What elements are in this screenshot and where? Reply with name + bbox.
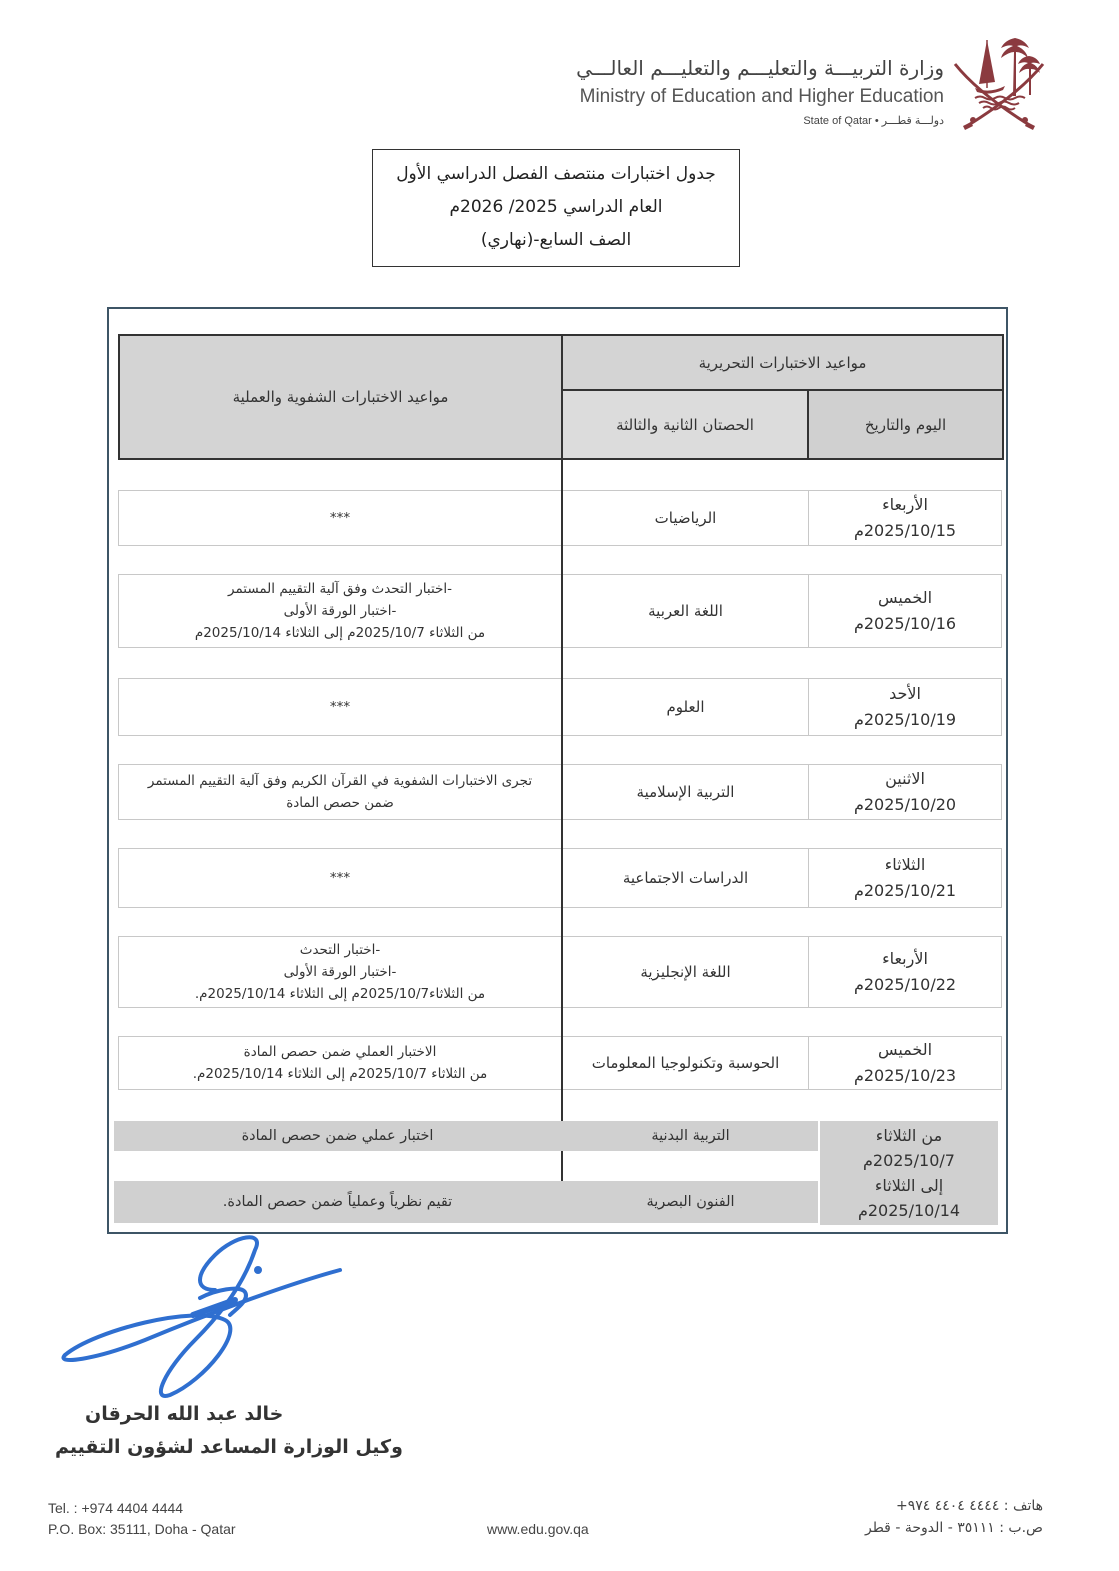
date-label: 2025/10/22م [853, 975, 957, 994]
continuous-date-cell [820, 1121, 998, 1225]
oral-line: الاختبار العملي ضمن حصص المادة [243, 1044, 437, 1060]
date-label: 2025/10/19م [853, 710, 957, 729]
signer-name: خالد عبد الله الحرقان [85, 1403, 284, 1425]
ministry-name-arabic: وزارة التربيـــة والتعليـــم والتعليـــم العالـــي [576, 56, 944, 80]
subject-cell: التربية الإسلامية [563, 764, 808, 820]
day-label: الاثنين [885, 769, 925, 788]
day-label: الأربعاء [882, 495, 928, 514]
date-line: من الثلاثاء [875, 1126, 943, 1145]
day-date-cell [808, 1036, 1002, 1090]
oral-cell [118, 678, 561, 736]
ministry-name-english: Ministry of Education and Higher Education [579, 86, 944, 107]
table-row [118, 764, 1002, 820]
header-day-date: اليوم والتاريخ [809, 391, 1002, 458]
table-row [118, 490, 1002, 546]
footer-phone-arabic: هاتف : ٤٤٤٤ ٤٤٠٤ ٩٧٤+ [895, 1498, 1043, 1514]
footer-pobox-english: P.O. Box: 35111, Doha - Qatar [48, 1521, 236, 1537]
subject-cell: الحوسبة وتكنولوجيا المعلومات [563, 1036, 808, 1090]
subject-cell: الرياضيات [563, 490, 808, 546]
day-date-cell [808, 764, 1002, 820]
state-label: State of Qatar • دولـــة قطـــر [803, 115, 944, 127]
day-date-cell [808, 936, 1002, 1008]
header-periods: الحصتان الثانية والثالثة [563, 391, 809, 458]
signature-icon [55, 1230, 355, 1400]
oral-cell [118, 936, 561, 1008]
day-date-cell [808, 678, 1002, 736]
oral-line: *** [329, 510, 351, 526]
day-label: الخميس [877, 1040, 933, 1059]
oral-line: *** [329, 699, 351, 715]
subject-cell: الدراسات الاجتماعية [563, 848, 808, 908]
day-date-cell [808, 848, 1002, 908]
table-header [118, 334, 1004, 460]
footer-pobox-arabic: ص.ب : ٣٥١١١ - الدوحة - قطر [864, 1520, 1043, 1536]
qatar-emblem-icon [949, 32, 1049, 132]
oral-line: -اختبار التحدث وفق آلية التقييم المستمر [228, 581, 452, 597]
letterhead [489, 30, 1049, 140]
subject-cell: اللغة الإنجليزية [563, 936, 808, 1008]
table-row [118, 1036, 1002, 1090]
table-row-continuous-2 [114, 1181, 818, 1223]
day-date-cell [808, 574, 1002, 648]
day-label: الأحد [889, 684, 921, 703]
title-line-2: العام الدراسي 2025/ 2026م [449, 197, 663, 217]
date-line: 2025/10/7م [863, 1151, 955, 1170]
table-row [118, 848, 1002, 908]
oral-cell [118, 490, 561, 546]
oral-cell: اختبار عملي ضمن حصص المادة [241, 1128, 434, 1144]
oral-line: من الثلاثاء2025/10/7م إلى الثلاثاء 2025/10/14م. [194, 986, 486, 1002]
date-label: 2025/10/23م [853, 1066, 957, 1085]
day-label: الثلاثاء [884, 855, 926, 874]
oral-line: من الثلاثاء 2025/10/7م إلى الثلاثاء 2025/10/14م. [192, 1066, 488, 1082]
date-label: 2025/10/20م [853, 795, 957, 814]
oral-cell [118, 764, 561, 820]
footer-website-link[interactable]: www.edu.gov.qa [487, 1521, 589, 1537]
date-label: 2025/10/21م [853, 881, 957, 900]
title-line-1: جدول اختبارات منتصف الفصل الدراسي الأول [396, 164, 716, 184]
subject-cell: الفنون البصرية [646, 1194, 735, 1210]
title-line-3: الصف السابع-(نهاري) [480, 230, 632, 250]
date-label: 2025/10/16م [853, 614, 957, 633]
oral-line: *** [329, 870, 351, 886]
oral-cell [118, 574, 561, 648]
oral-line: -اختبار الورقة الأولى [283, 603, 397, 619]
table-row [118, 678, 1002, 736]
table-row [118, 574, 1002, 648]
date-label: 2025/10/15م [853, 521, 957, 540]
day-date-cell [808, 490, 1002, 546]
oral-line: ضمن حصص المادة [286, 795, 394, 811]
table-row-continuous-1 [114, 1121, 818, 1151]
day-label: الأربعاء [882, 949, 928, 968]
subject-cell: اللغة العربية [563, 574, 808, 648]
date-line: 2025/10/14م [857, 1201, 961, 1220]
document-title-box [372, 149, 740, 267]
signer-title: وكيل الوزارة المساعد لشؤون التقييم [55, 1436, 403, 1458]
oral-cell [118, 848, 561, 908]
table-row [118, 936, 1002, 1008]
oral-line: -اختبار الورقة الأولى [283, 964, 397, 980]
day-label: الخميس [877, 588, 933, 607]
header-oral-practical: مواعيد الاختبارات الشفوية والعملية [120, 336, 563, 458]
oral-cell [118, 1036, 561, 1090]
oral-line: من الثلاثاء 2025/10/7م إلى الثلاثاء 2025/10/14م [194, 625, 486, 641]
subject-cell: العلوم [563, 678, 808, 736]
header-written-exams: مواعيد الاختبارات التحريرية [563, 336, 1002, 391]
subject-cell: التربية البدنية [651, 1128, 730, 1144]
oral-line: تجرى الاختبارات الشفوية في القرآن الكريم وفق آلية التقييم المستمر [147, 773, 533, 789]
date-line: إلى الثلاثاء [874, 1176, 944, 1195]
oral-line: -اختبار التحدث [299, 942, 381, 958]
footer-phone-english: Tel. : +974 4404 4444 [48, 1500, 184, 1516]
oral-cell: تقيم نظرياً وعملياً ضمن حصص المادة. [222, 1194, 453, 1210]
